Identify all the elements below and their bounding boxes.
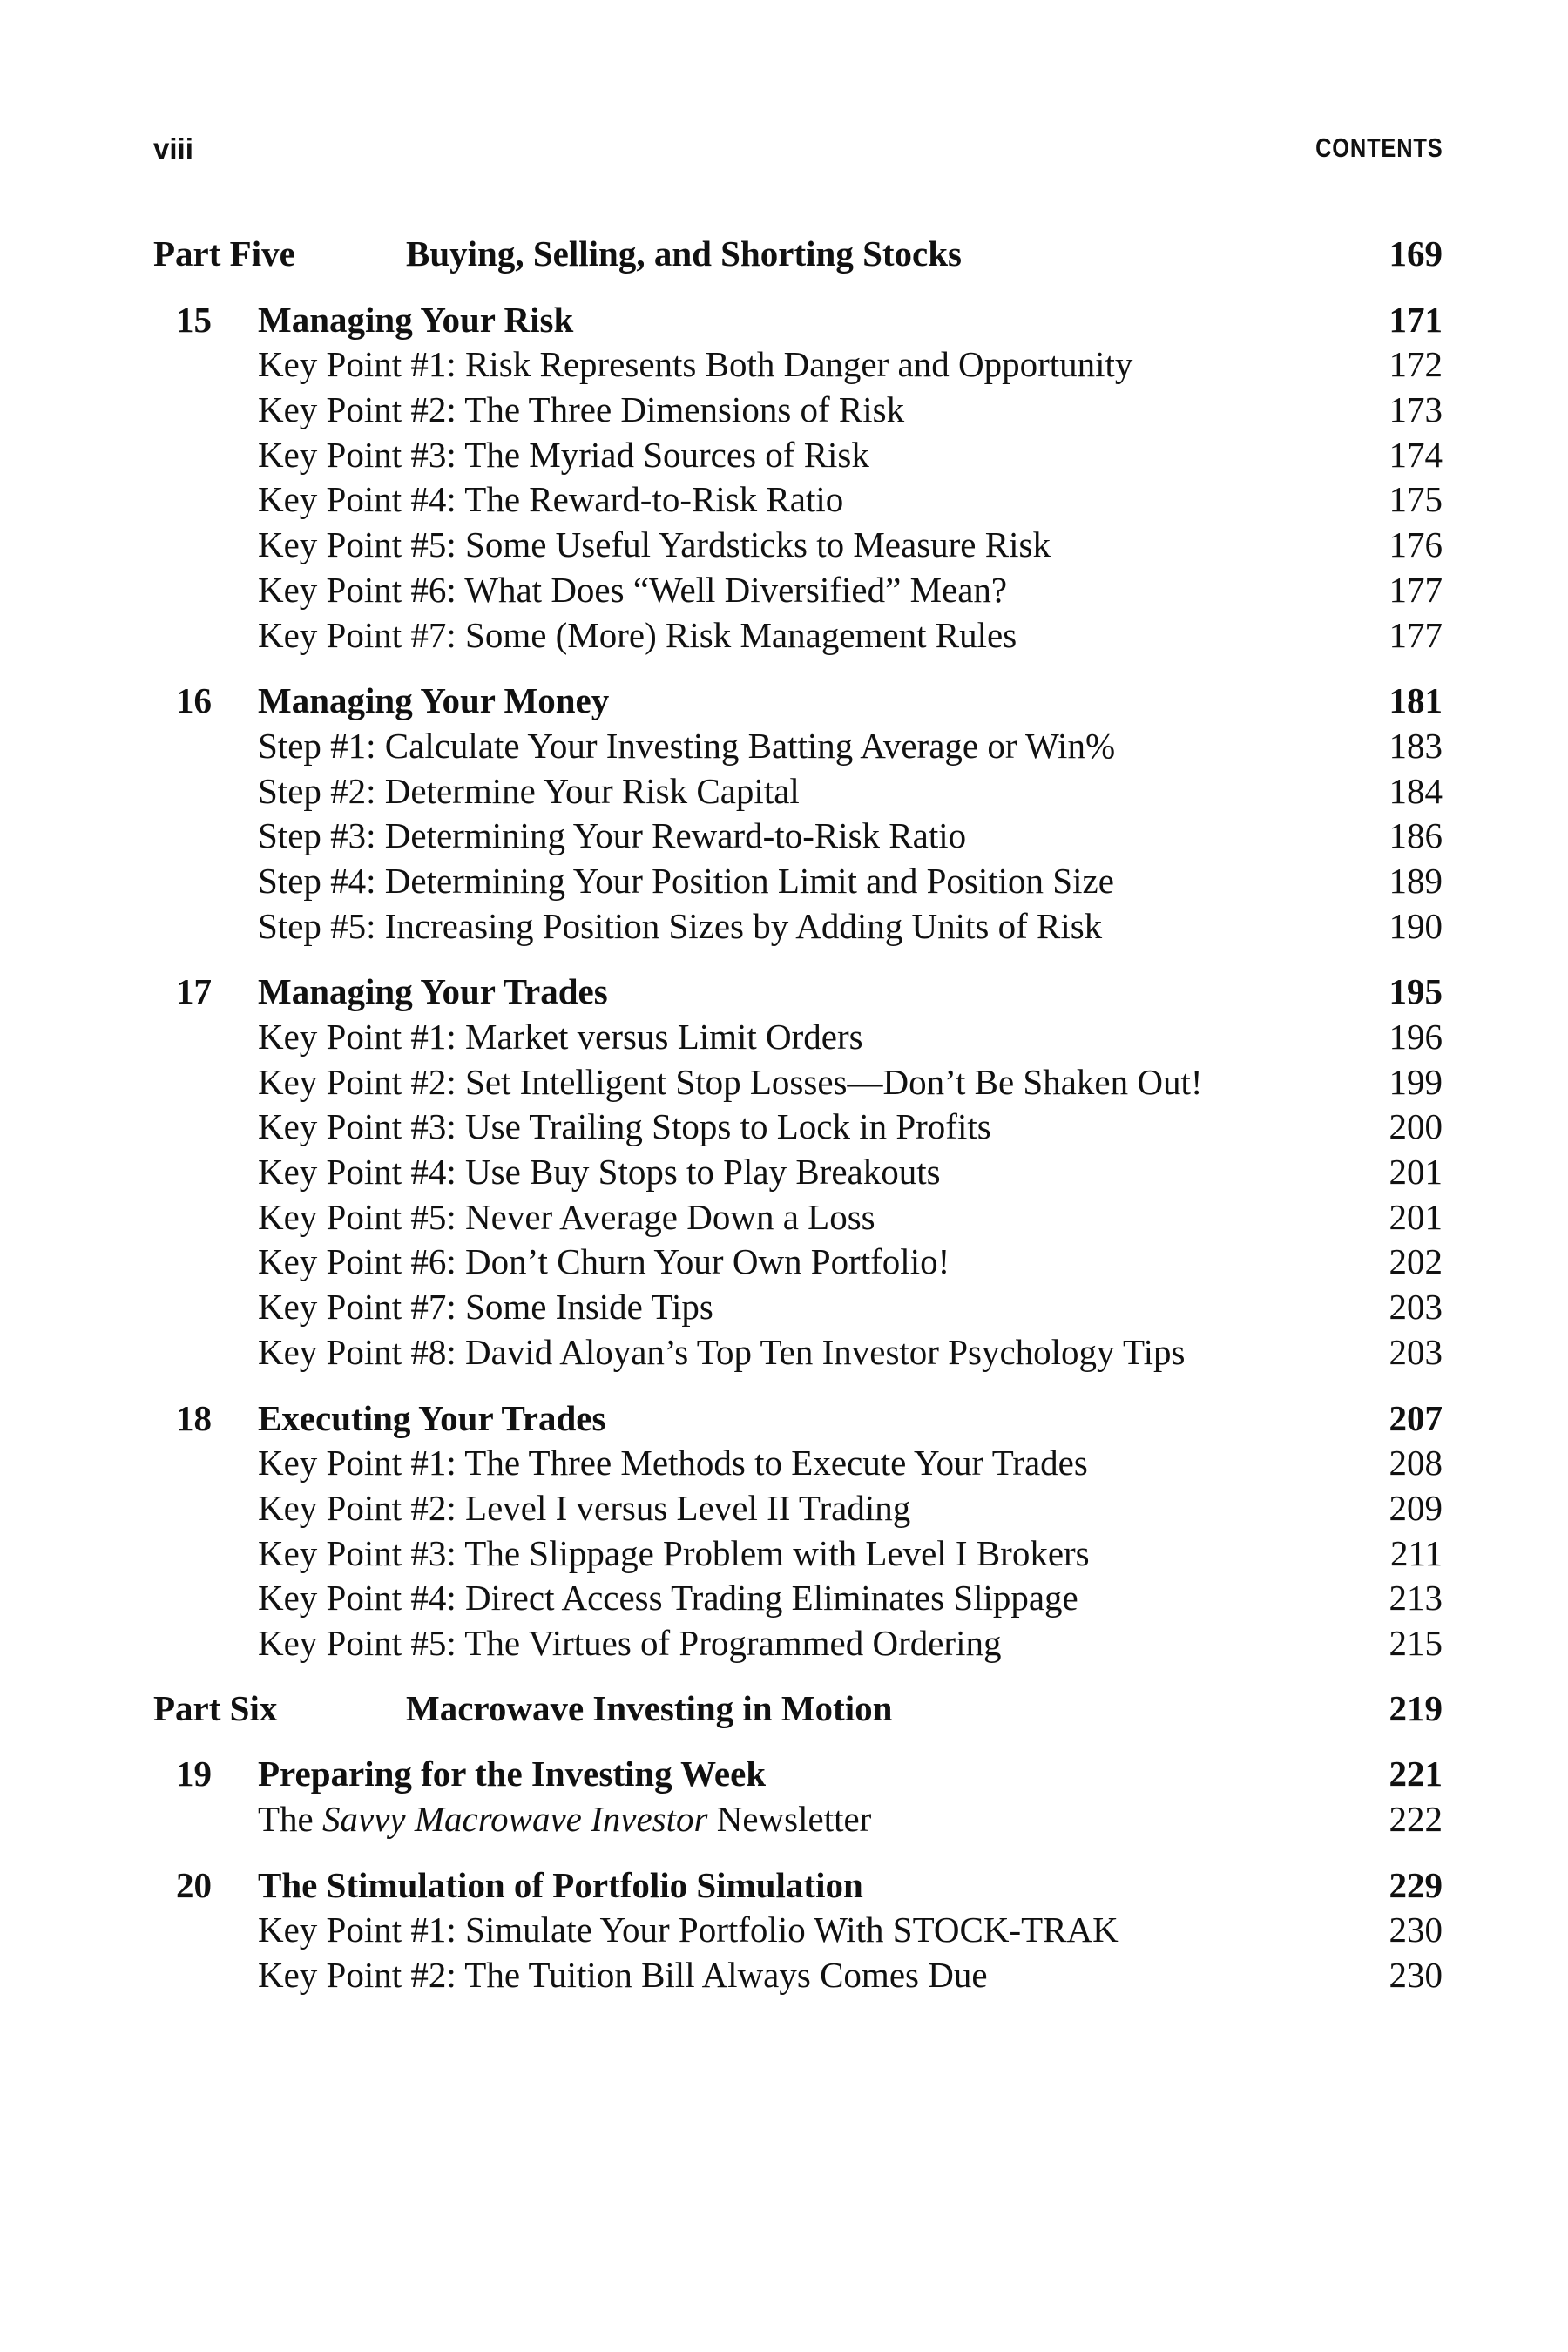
toc-entry xyxy=(153,1441,1443,1486)
entry-title: Key Point #4: Direct Access Trading Eliminates Slippage xyxy=(258,1578,1078,1619)
page-header xyxy=(153,132,1443,167)
entry-title: Step #1: Calculate Your Investing Batting Average or Win% xyxy=(258,725,1116,766)
chapter-number: 19 xyxy=(176,1754,212,1794)
entry-title: Key Point #6: What Does “Well Diversified” Mean? xyxy=(258,569,1008,610)
page-ref: 200 xyxy=(1389,1106,1443,1147)
page-ref: 201 xyxy=(1389,1152,1443,1193)
page-ref: 230 xyxy=(1389,1909,1443,1950)
toc-entry xyxy=(153,1330,1443,1375)
part-heading xyxy=(153,232,1443,277)
page-ref: 203 xyxy=(1389,1331,1443,1372)
chapter-number: 18 xyxy=(176,1397,212,1438)
entry-title: Key Point #5: The Virtues of Programmed Ordering xyxy=(258,1622,1002,1663)
page-ref: 207 xyxy=(1389,1397,1443,1438)
toc-entry xyxy=(153,1015,1443,1060)
toc-entry xyxy=(153,1060,1443,1105)
page-ref: 195 xyxy=(1389,971,1443,1012)
entry-title: Key Point #5: Some Useful Yardsticks to Measure Risk xyxy=(258,524,1051,565)
entry-title: Key Point #3: The Myriad Sources of Risk xyxy=(258,434,869,475)
page-ref: 201 xyxy=(1389,1196,1443,1237)
toc-entry xyxy=(153,1285,1443,1330)
toc-entry xyxy=(153,1105,1443,1150)
chapter-title: Executing Your Trades xyxy=(258,1397,606,1438)
toc-entry xyxy=(153,1621,1443,1666)
toc-entry xyxy=(153,433,1443,478)
chapter-heading xyxy=(153,679,1443,724)
chapter-number: 15 xyxy=(176,299,212,340)
entry-title: Key Point #1: Market versus Limit Orders xyxy=(258,1017,863,1057)
chapter-number: 17 xyxy=(176,971,212,1012)
toc-entry xyxy=(153,342,1443,388)
page-ref: 230 xyxy=(1389,1955,1443,1996)
entry-title: Step #3: Determining Your Reward-to-Risk Ratio xyxy=(258,815,967,856)
part-label: Part Five xyxy=(153,233,295,274)
part-label: Part Six xyxy=(153,1687,278,1728)
entry-title: Step #2: Determine Your Risk Capital xyxy=(258,770,800,811)
page-ref: 213 xyxy=(1389,1578,1443,1619)
page-ref: 184 xyxy=(1389,770,1443,811)
running-head: CONTENTS xyxy=(1315,132,1443,163)
entry-title: Key Point #4: The Reward-to-Risk Ratio xyxy=(258,479,844,520)
chapter-heading xyxy=(153,1863,1443,1909)
chapter-title: Preparing for the Investing Week xyxy=(258,1754,767,1794)
toc-entry xyxy=(153,523,1443,568)
page-ref: 175 xyxy=(1389,479,1443,520)
page-ref: 209 xyxy=(1389,1487,1443,1528)
entry-title: Key Point #6: Don’t Churn Your Own Portfolio! xyxy=(258,1241,950,1282)
page-ref: 211 xyxy=(1390,1532,1443,1573)
toc-entry xyxy=(153,1150,1443,1195)
toc-entry xyxy=(153,568,1443,613)
page-ref: 190 xyxy=(1389,905,1443,946)
toc-entry xyxy=(153,1486,1443,1531)
page-ref: 203 xyxy=(1389,1287,1443,1328)
chapter-title: The Stimulation of Portfolio Simulation xyxy=(258,1864,863,1905)
entry-title: Key Point #5: Never Average Down a Loss xyxy=(258,1196,875,1237)
part-title: Buying, Selling, and Shorting Stocks xyxy=(406,233,962,274)
page-ref: 174 xyxy=(1389,434,1443,475)
page-ref: 221 xyxy=(1389,1754,1443,1794)
entry-title: Key Point #7: Some (More) Risk Management Rules xyxy=(258,614,1017,655)
entry-title: Step #4: Determining Your Position Limit and Position Size xyxy=(258,860,1114,901)
entry-title: Key Point #4: Use Buy Stops to Play Breakouts xyxy=(258,1152,941,1193)
page-ref: 189 xyxy=(1389,860,1443,901)
entry-title: Key Point #2: The Three Dimensions of Risk xyxy=(258,389,905,430)
chapter-heading xyxy=(153,1752,1443,1797)
page-ref: 199 xyxy=(1389,1061,1443,1102)
toc-entry xyxy=(153,388,1443,433)
part-title: Macrowave Investing in Motion xyxy=(406,1687,893,1728)
newsletter-name: Savvy Macrowave Investor xyxy=(322,1799,708,1839)
entry-title-prefix: The xyxy=(258,1799,322,1839)
toc-entry xyxy=(153,1576,1443,1621)
entry-title: Key Point #1: The Three Methods to Execute Your Trades xyxy=(258,1443,1088,1484)
page-ref: 208 xyxy=(1389,1443,1443,1484)
page-ref: 222 xyxy=(1389,1799,1443,1839)
toc-entry xyxy=(153,859,1443,904)
toc-entry xyxy=(153,1908,1443,1953)
toc-entry xyxy=(153,814,1443,859)
page-ref: 229 xyxy=(1389,1864,1443,1905)
entry-title: Key Point #3: Use Trailing Stops to Lock in Profits xyxy=(258,1106,991,1147)
entry-title: Key Point #1: Risk Represents Both Danger and Opportunity xyxy=(258,344,1133,385)
page-ref: 186 xyxy=(1389,815,1443,856)
chapter-title: Managing Your Risk xyxy=(258,299,574,340)
chapter-number: 16 xyxy=(176,680,212,721)
chapter-heading xyxy=(153,298,1443,343)
chapter-heading xyxy=(153,1396,1443,1442)
toc-entry xyxy=(153,904,1443,950)
entry-title: Key Point #2: Set Intelligent Stop Losses—Don’t Be Shaken Out! xyxy=(258,1061,1203,1102)
entry-title: Key Point #2: Level I versus Level II Trading xyxy=(258,1487,911,1528)
toc-entry xyxy=(153,613,1443,659)
page-ref: 183 xyxy=(1389,725,1443,766)
page-ref: 176 xyxy=(1389,524,1443,565)
entry-title: Step #5: Increasing Position Sizes by Adding Units of Risk xyxy=(258,905,1103,946)
entry-title: Key Point #2: The Tuition Bill Always Comes Due xyxy=(258,1955,988,1996)
page-ref: 177 xyxy=(1389,614,1443,655)
toc-entry xyxy=(153,1240,1443,1285)
page-ref: 173 xyxy=(1389,389,1443,430)
toc-entry xyxy=(153,1195,1443,1240)
chapter-title: Managing Your Trades xyxy=(258,971,608,1012)
table-of-contents xyxy=(153,232,1443,1998)
chapter-title: Managing Your Money xyxy=(258,680,610,721)
page-ref: 181 xyxy=(1389,680,1443,721)
page-ref: 177 xyxy=(1389,569,1443,610)
entry-title xyxy=(258,1797,871,1842)
page-ref: 215 xyxy=(1389,1622,1443,1663)
page-ref: 196 xyxy=(1389,1017,1443,1057)
toc-entry xyxy=(153,1797,1443,1842)
toc-entry xyxy=(153,1953,1443,1998)
page-ref: 202 xyxy=(1389,1241,1443,1282)
entry-title-suffix: Newsletter xyxy=(707,1799,872,1839)
page-number: viii xyxy=(153,132,193,165)
part-heading xyxy=(153,1686,1443,1732)
entry-title: Key Point #7: Some Inside Tips xyxy=(258,1287,713,1328)
toc-entry xyxy=(153,724,1443,769)
page-ref: 219 xyxy=(1389,1687,1443,1728)
page-ref: 169 xyxy=(1389,233,1443,274)
entry-title: Key Point #3: The Slippage Problem with Level I Brokers xyxy=(258,1532,1090,1573)
page-ref: 171 xyxy=(1389,299,1443,340)
chapter-heading xyxy=(153,970,1443,1015)
entry-title: Key Point #8: David Aloyan’s Top Ten Investor Psychology Tips xyxy=(258,1331,1186,1372)
entry-title: Key Point #1: Simulate Your Portfolio With STOCK-TRAK xyxy=(258,1909,1119,1950)
toc-entry xyxy=(153,477,1443,523)
page-ref: 172 xyxy=(1389,344,1443,385)
chapter-number: 20 xyxy=(176,1864,212,1905)
toc-entry xyxy=(153,1531,1443,1577)
toc-entry xyxy=(153,769,1443,814)
